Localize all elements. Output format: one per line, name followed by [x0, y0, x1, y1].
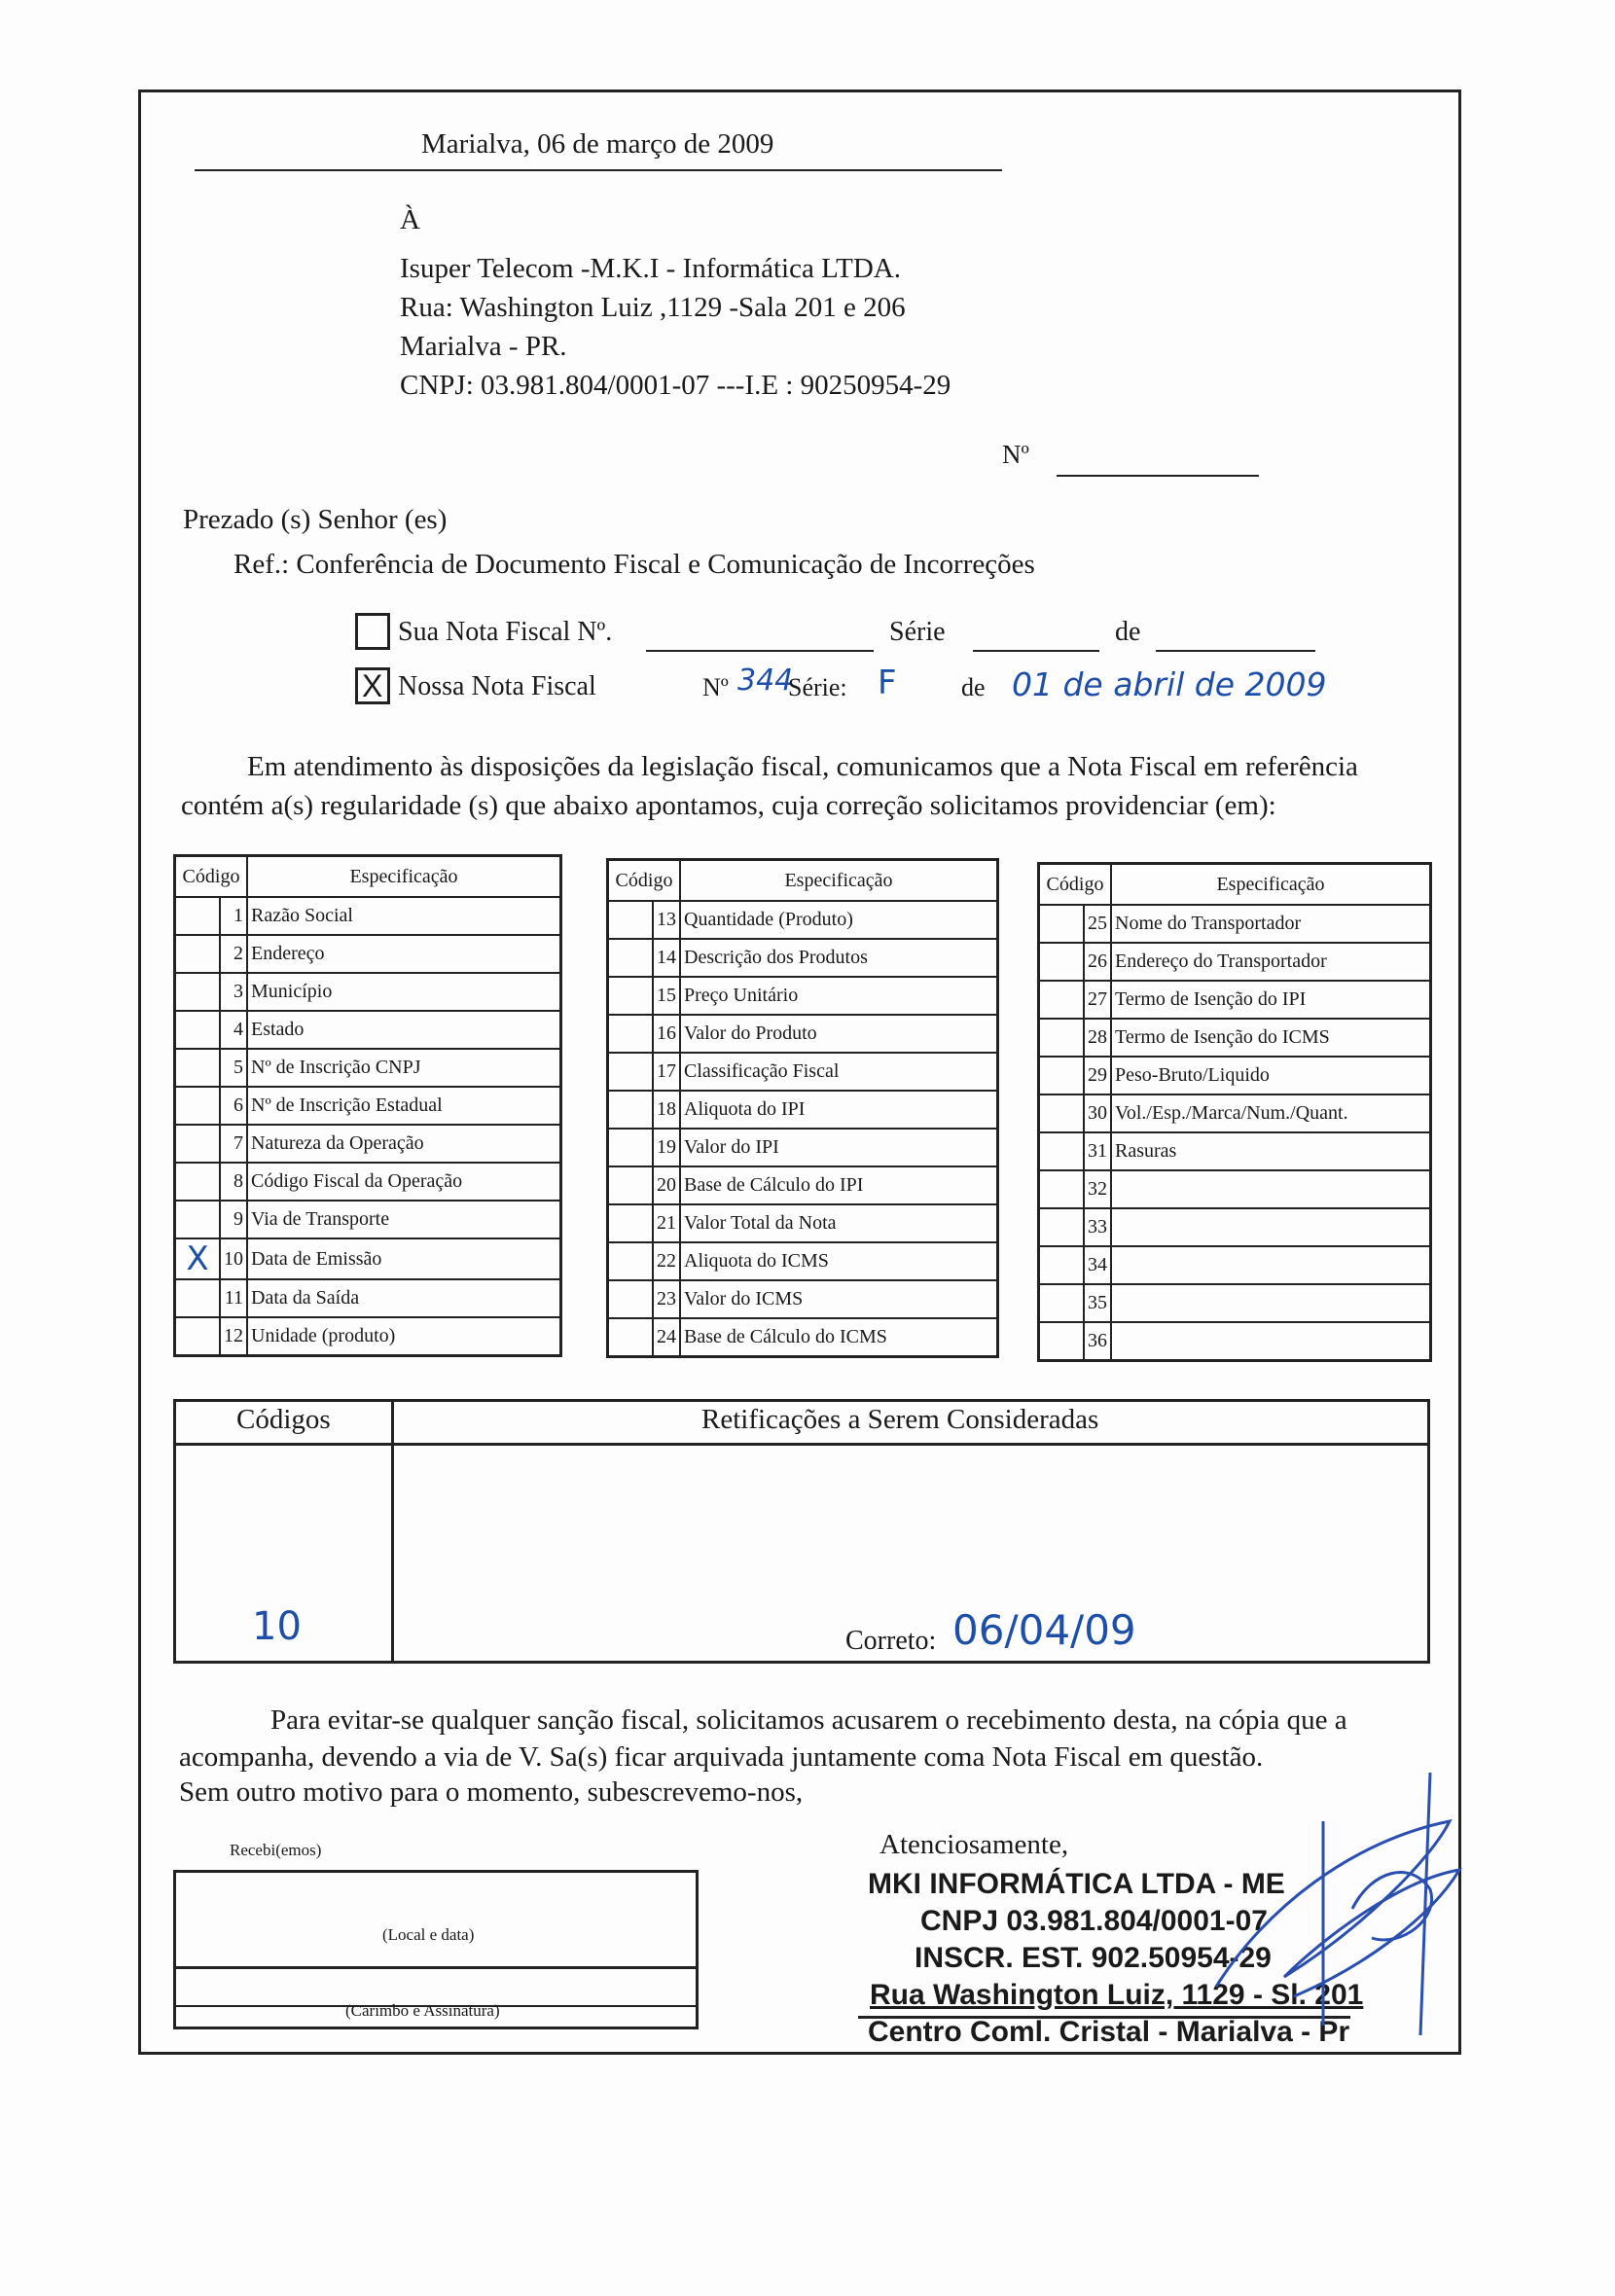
row-code: 12 [220, 1317, 247, 1356]
header-spec: Especificação [1111, 864, 1431, 906]
header-spec: Especificação [247, 856, 561, 898]
nossa-number-value: 344 [737, 664, 794, 698]
row-code: 8 [220, 1163, 247, 1201]
nossa-number-label: Nº [702, 673, 729, 701]
addressee-line: Marialva - PR. [400, 331, 567, 362]
table-row [1039, 1284, 1431, 1322]
row-spec: Estado [247, 1011, 561, 1049]
table-row [608, 1242, 998, 1280]
row-code: 23 [653, 1280, 680, 1318]
table-header-row [175, 856, 561, 898]
row-mark[interactable] [1039, 1094, 1085, 1132]
row-code: 25 [1084, 905, 1111, 943]
code-table-2 [606, 858, 999, 1358]
header-code: Código [608, 860, 681, 902]
row-mark[interactable] [175, 1163, 221, 1201]
intro-line: contém a(s) regularidade (s) que abaixo apontamos, cuja correção solicitamos providenciar (em): [181, 790, 1276, 821]
table-row [1039, 1246, 1431, 1284]
stamp-line: Rua Washington Luiz, 1129 - Sl. 201 [870, 1979, 1364, 2011]
row-mark[interactable] [1039, 1322, 1085, 1361]
table-header-row [1039, 864, 1431, 906]
row-spec: Termo de Isenção do ICMS [1111, 1019, 1431, 1057]
addressee-prefix: À [400, 204, 420, 235]
row-spec: Código Fiscal da Operação [247, 1163, 561, 1201]
sua-de-line [1156, 650, 1315, 652]
row-code: 32 [1084, 1170, 1111, 1208]
row-code: 1 [220, 897, 247, 935]
codes-header: Códigos [236, 1404, 331, 1435]
row-spec: Data da Saída [247, 1279, 561, 1317]
row-spec: Nº de Inscrição Estadual [247, 1087, 561, 1125]
row-code: 26 [1084, 943, 1111, 981]
regards: Atenciosamente, [879, 1829, 1069, 1860]
table-row [608, 1318, 998, 1357]
row-spec: Vol./Esp./Marca/Num./Quant. [1111, 1094, 1431, 1132]
row-spec: Valor Total da Nota [680, 1204, 998, 1242]
row-mark[interactable] [608, 1280, 654, 1318]
table-row [608, 1015, 998, 1053]
row-code: 30 [1084, 1094, 1111, 1132]
row-spec: Natureza da Operação [247, 1125, 561, 1163]
row-spec: Endereço [247, 935, 561, 973]
row-spec: Valor do Produto [680, 1015, 998, 1053]
table-row [608, 1204, 998, 1242]
table-row [175, 1125, 561, 1163]
header-code: Código [175, 856, 248, 898]
row-mark[interactable] [1039, 1246, 1085, 1284]
nossa-date-value: 01 de abril de 2009 [1012, 665, 1327, 703]
row-spec: Termo de Isenção do IPI [1111, 981, 1431, 1019]
row-code: 3 [220, 973, 247, 1011]
code-table-body [175, 897, 561, 1356]
row-spec: Nome do Transportador [1111, 905, 1431, 943]
receipt-carimbo: (Carimbo e Assinatura) [345, 2001, 500, 2020]
header-spec: Especificação [680, 860, 998, 902]
row-spec: Quantidade (Produto) [680, 901, 998, 939]
number-label: Nº [1002, 440, 1029, 469]
addressee-block [400, 249, 951, 405]
table-row [608, 977, 998, 1015]
table-row [175, 897, 561, 935]
row-mark[interactable] [175, 1087, 221, 1125]
row-spec: Rasuras [1111, 1132, 1431, 1170]
row-mark[interactable] [1039, 905, 1085, 943]
nossa-serie-label: Série: [788, 673, 847, 701]
row-spec: Aliquota do IPI [680, 1091, 998, 1129]
table-row [175, 1279, 561, 1317]
row-code: 29 [1084, 1057, 1111, 1094]
table-row [608, 1053, 998, 1091]
greeting: Prezado (s) Senhor (es) [183, 504, 448, 535]
row-spec: Município [247, 973, 561, 1011]
header-code: Código [1039, 864, 1112, 906]
signature-scribble [1206, 1763, 1479, 2045]
row-spec: Base de Cálculo do IPI [680, 1166, 998, 1204]
row-mark[interactable] [608, 977, 654, 1015]
receipt-local-data: (Local e data) [382, 1925, 475, 1944]
row-code: 35 [1084, 1284, 1111, 1322]
row-mark[interactable] [608, 1091, 654, 1129]
table-row [175, 1049, 561, 1087]
row-spec: Preço Unitário [680, 977, 998, 1015]
stamp-line: INSCR. EST. 902.50954-29 [915, 1942, 1272, 1974]
row-code: 13 [653, 901, 680, 939]
checkbox-mark: X [362, 668, 383, 703]
row-code: 34 [1084, 1246, 1111, 1284]
row-code: 31 [1084, 1132, 1111, 1170]
sua-nota-label: Sua Nota Fiscal Nº. [398, 617, 613, 647]
row-mark[interactable] [175, 973, 221, 1011]
reference: Ref.: Conferência de Documento Fiscal e Comunicação de Incorreções [233, 549, 1035, 580]
nossa-serie-value: F [878, 664, 897, 702]
closing-line: Sem outro motivo para o momento, subescrevemo-nos, [179, 1776, 804, 1808]
row-mark[interactable] [1039, 1170, 1085, 1208]
table-row [1039, 1208, 1431, 1246]
row-mark[interactable] [175, 1049, 221, 1087]
row-code: 2 [220, 935, 247, 973]
nossa-de-label: de [961, 673, 986, 701]
table-row [1039, 1019, 1431, 1057]
row-code: 11 [220, 1279, 247, 1317]
row-mark[interactable] [175, 1279, 221, 1317]
receipt-box [173, 1870, 699, 2029]
row-spec: Base de Cálculo do ICMS [680, 1318, 998, 1357]
row-code: 5 [220, 1049, 247, 1087]
code-table-1 [173, 854, 562, 1357]
date-line [195, 169, 1002, 171]
retif-code-value: 10 [252, 1604, 302, 1649]
row-spec: Peso-Bruto/Liquido [1111, 1057, 1431, 1094]
code-table-3 [1037, 862, 1432, 1362]
table-row [175, 1011, 561, 1049]
row-spec [1111, 1284, 1431, 1322]
correct-label: Correto: [845, 1626, 937, 1656]
table-header-row [608, 860, 998, 902]
row-code: 19 [653, 1129, 680, 1166]
row-mark[interactable] [608, 1053, 654, 1091]
row-code: 20 [653, 1166, 680, 1204]
table-row [608, 1166, 998, 1204]
row-mark[interactable] [608, 901, 654, 939]
stamp-line: MKI INFORMÁTICA LTDA - ME [868, 1868, 1285, 1900]
row-mark[interactable] [1039, 1019, 1085, 1057]
table-row [1039, 981, 1431, 1019]
table-row [1039, 943, 1431, 981]
sua-serie-label: Série [889, 617, 946, 647]
row-code: 18 [653, 1091, 680, 1129]
stamp-line: CNPJ 03.981.804/0001-07 [920, 1905, 1268, 1937]
row-mark[interactable] [1039, 1057, 1085, 1094]
row-code: 15 [653, 977, 680, 1015]
row-spec: Aliquota do ICMS [680, 1242, 998, 1280]
correct-value: 06/04/09 [952, 1606, 1136, 1654]
row-spec: Unidade (produto) [247, 1317, 561, 1356]
row-mark[interactable] [608, 939, 654, 977]
table-row [175, 1317, 561, 1356]
row-mark[interactable] [175, 1125, 221, 1163]
row-code: 24 [653, 1318, 680, 1357]
row-mark[interactable] [1039, 981, 1085, 1019]
row-mark[interactable] [175, 897, 221, 935]
table-row [1039, 905, 1431, 943]
row-mark[interactable]: X [175, 1238, 221, 1279]
row-spec [1111, 1322, 1431, 1361]
row-code: 21 [653, 1204, 680, 1242]
row-code: 17 [653, 1053, 680, 1091]
table-row [175, 1201, 561, 1238]
closing-line: acompanha, devendo a via de V. Sa(s) ficar arquivada juntamente coma Nota Fiscal em questão. [179, 1741, 1264, 1773]
rectifications-box [173, 1399, 1430, 1664]
row-mark[interactable] [1039, 1208, 1085, 1246]
stamp-line: Centro Coml. Cristal - Marialva - Pr [868, 2016, 1350, 2048]
sua-nota-number-line [646, 650, 874, 652]
row-mark[interactable] [608, 1242, 654, 1280]
row-mark[interactable] [1039, 1284, 1085, 1322]
table-row [1039, 1132, 1431, 1170]
row-code: 4 [220, 1011, 247, 1049]
number-line [1057, 475, 1259, 477]
row-mark[interactable] [608, 1015, 654, 1053]
table-row [608, 1091, 998, 1129]
row-mark[interactable] [608, 1129, 654, 1166]
row-spec: Nº de Inscrição CNPJ [247, 1049, 561, 1087]
table-row [175, 973, 561, 1011]
intro-line: Em atendimento às disposições da legislação fiscal, comunicamos que a Nota Fiscal em referência [247, 751, 1358, 782]
addressee-line: Isuper Telecom -M.K.I - Informática LTDA. [400, 253, 901, 284]
table-row [175, 1238, 561, 1279]
row-mark[interactable] [1039, 1132, 1085, 1170]
row-code: 28 [1084, 1019, 1111, 1057]
sua-nota-checkbox[interactable] [355, 613, 390, 650]
table-row [175, 1087, 561, 1125]
row-spec: Razão Social [247, 897, 561, 935]
row-code: 10 [220, 1238, 247, 1279]
row-mark[interactable] [175, 935, 221, 973]
row-spec [1111, 1170, 1431, 1208]
row-spec: Valor do ICMS [680, 1280, 998, 1318]
nossa-nota-label: Nossa Nota Fiscal [398, 671, 596, 701]
row-mark[interactable] [175, 1201, 221, 1238]
table-row [608, 901, 998, 939]
sua-de-label: de [1115, 617, 1141, 647]
place-date: Marialva, 06 de março de 2009 [421, 128, 774, 160]
closing-line: Para evitar-se qualquer sanção fiscal, solicitamos acusarem o recebimento desta, na cópia que a [270, 1704, 1347, 1736]
table-row [608, 1280, 998, 1318]
receipt-divider [176, 1966, 696, 1969]
table-row [608, 1129, 998, 1166]
addressee-line: CNPJ: 03.981.804/0001-07 ---I.E : 90250954-29 [400, 370, 951, 401]
row-code: 36 [1084, 1322, 1111, 1361]
row-spec: Via de Transporte [247, 1201, 561, 1238]
row-code: 22 [653, 1242, 680, 1280]
table-row [175, 1163, 561, 1201]
sua-serie-line [973, 650, 1099, 652]
code-table-body [1039, 905, 1431, 1361]
row-mark[interactable] [175, 1317, 221, 1356]
table-row [608, 939, 998, 977]
row-mark[interactable] [608, 1166, 654, 1204]
row-code: 16 [653, 1015, 680, 1053]
table-row [1039, 1170, 1431, 1208]
row-spec: Valor do IPI [680, 1129, 998, 1166]
row-spec: Endereço do Transportador [1111, 943, 1431, 981]
code-table-body [608, 901, 998, 1357]
row-code: 6 [220, 1087, 247, 1125]
table-row [1039, 1057, 1431, 1094]
table-row [1039, 1094, 1431, 1132]
row-code: 7 [220, 1125, 247, 1163]
row-code: 27 [1084, 981, 1111, 1019]
row-mark[interactable] [608, 1318, 654, 1357]
row-code: 9 [220, 1201, 247, 1238]
retif-header: Retificações a Serem Consideradas [701, 1404, 1099, 1435]
row-mark[interactable] [608, 1204, 654, 1242]
row-spec [1111, 1208, 1431, 1246]
receipt-title: Recebi(emos) [230, 1841, 322, 1859]
table-row [175, 935, 561, 973]
row-spec: Classificação Fiscal [680, 1053, 998, 1091]
row-spec: Descrição dos Produtos [680, 939, 998, 977]
nossa-nota-checkbox[interactable] [355, 667, 390, 704]
row-spec: Data de Emissão [247, 1238, 561, 1279]
row-code: 14 [653, 939, 680, 977]
row-mark[interactable] [1039, 943, 1085, 981]
table-row [1039, 1322, 1431, 1361]
row-code: 33 [1084, 1208, 1111, 1246]
row-spec [1111, 1246, 1431, 1284]
row-mark[interactable] [175, 1011, 221, 1049]
addressee-line: Rua: Washington Luiz ,1129 -Sala 201 e 206 [400, 292, 906, 323]
